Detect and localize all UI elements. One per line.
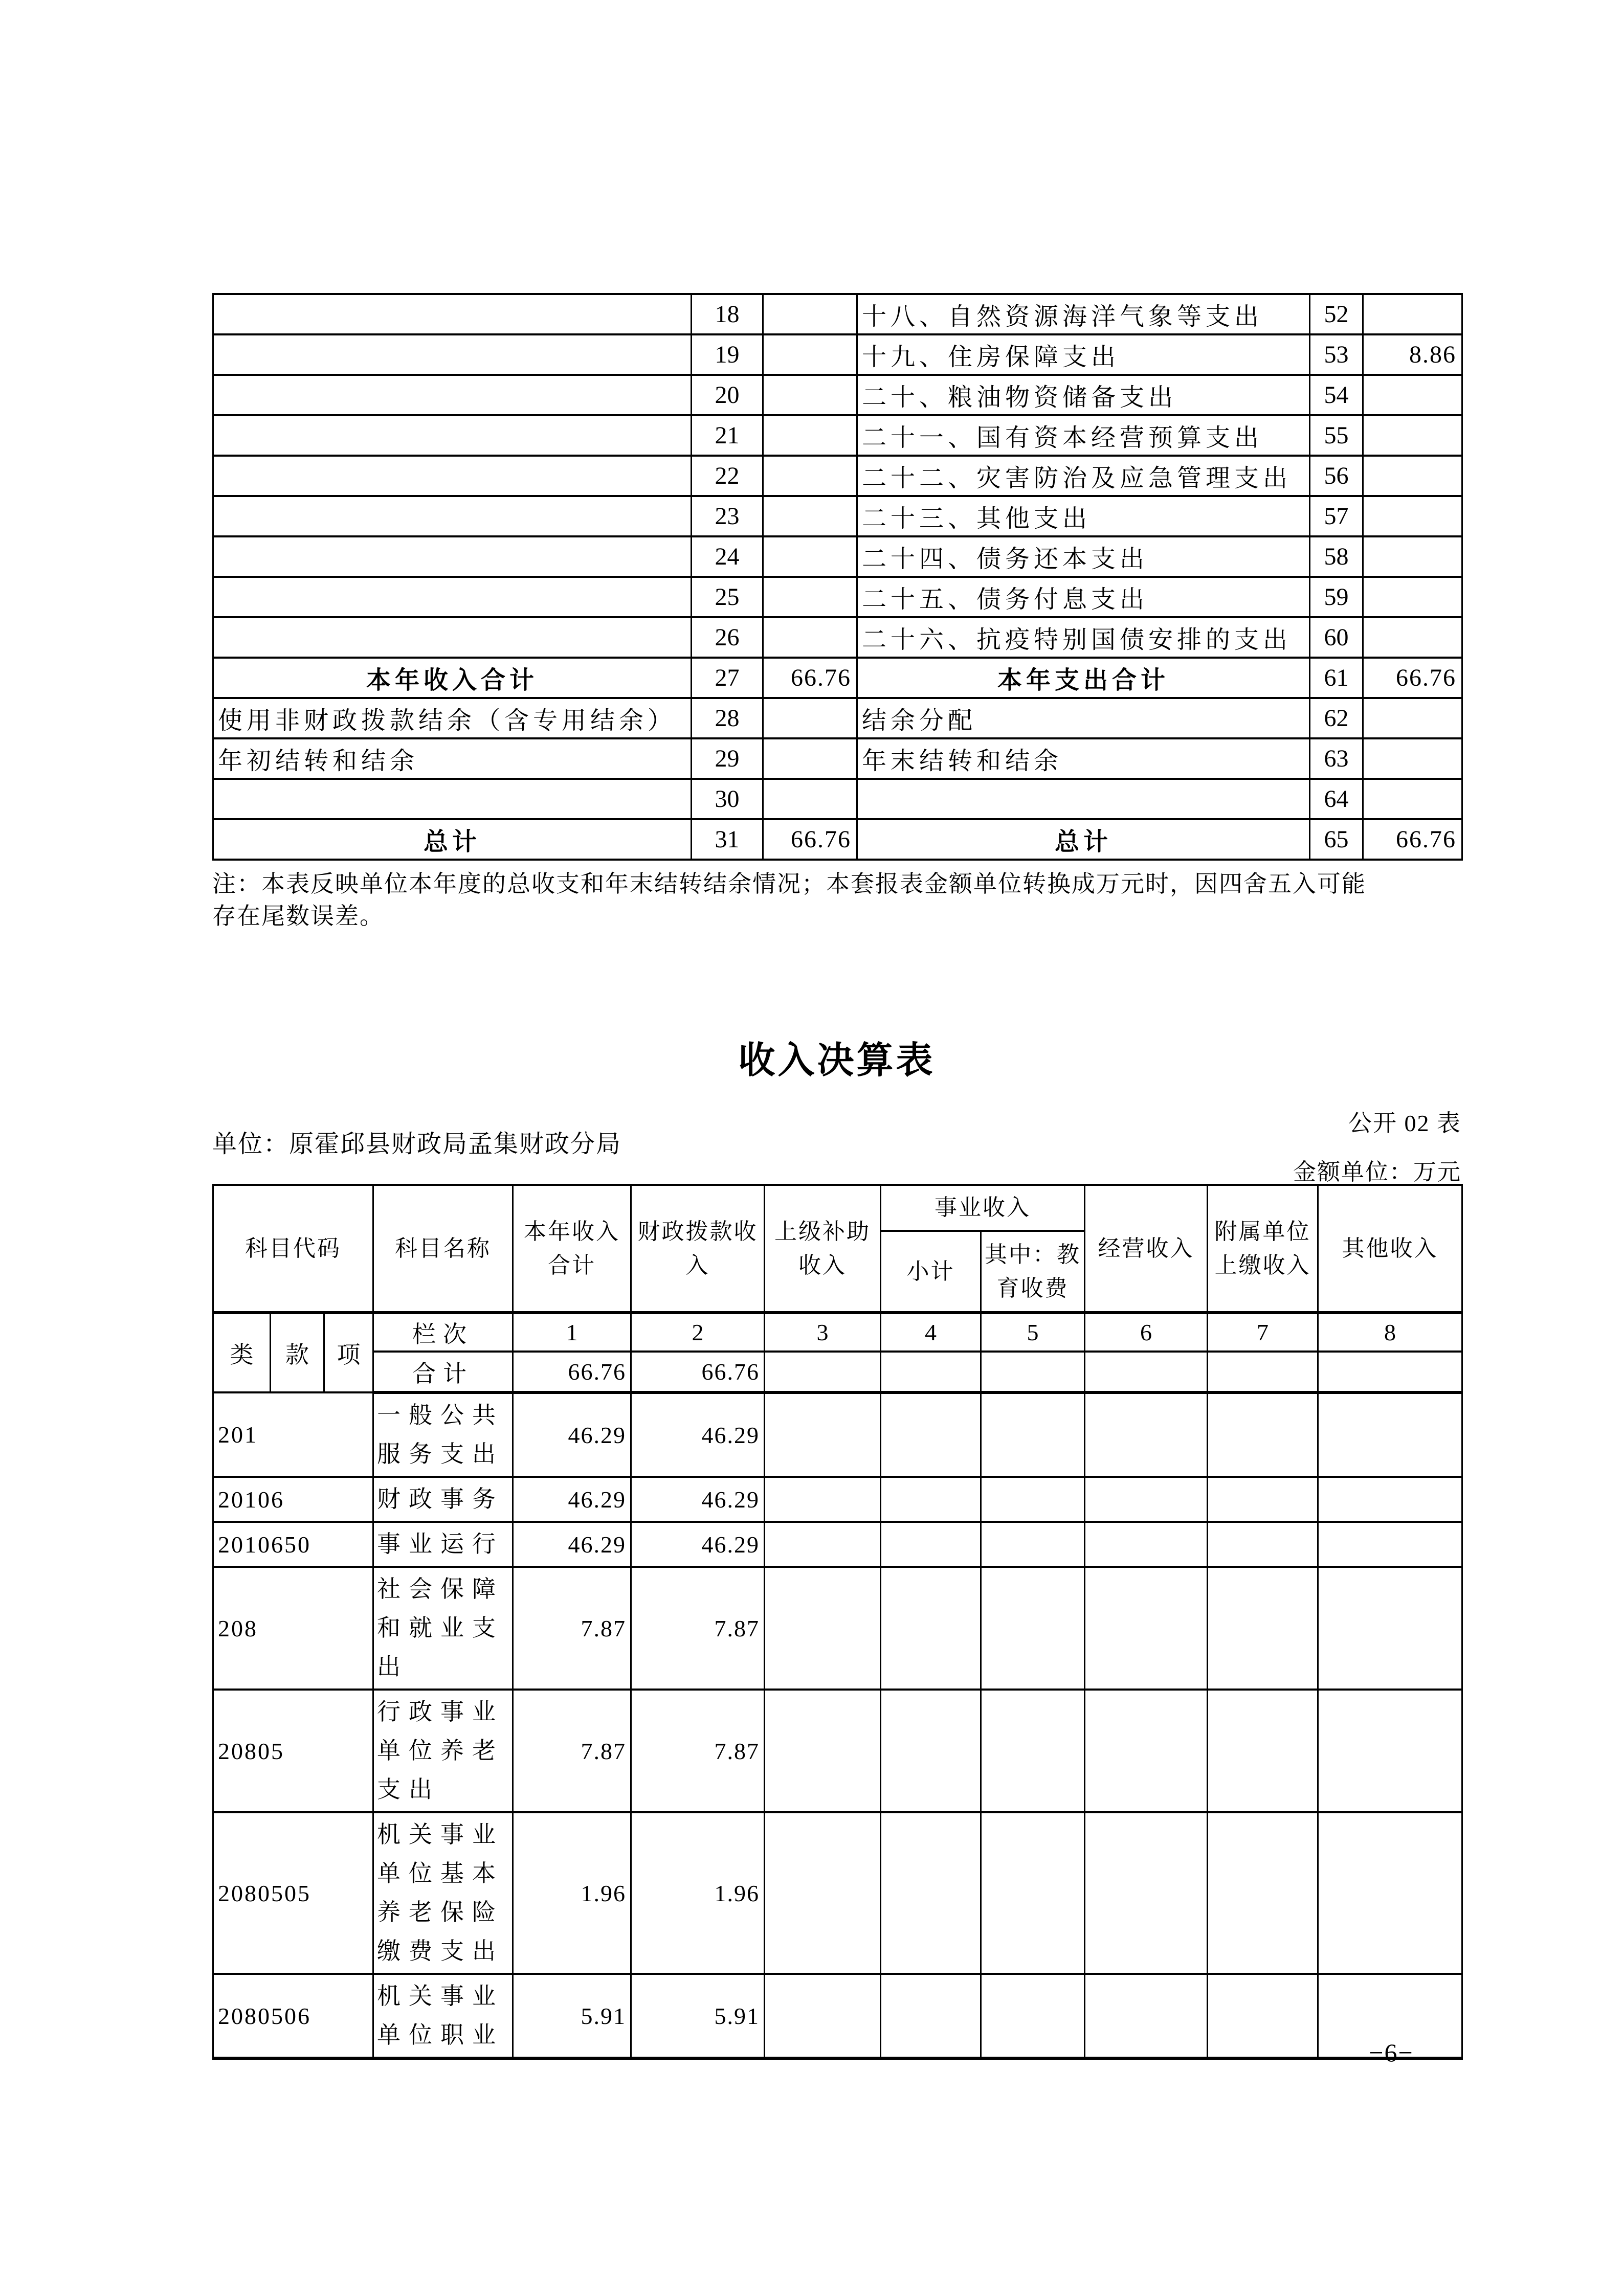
- income-amount: 66.76: [763, 658, 857, 698]
- col4-cell: [881, 1567, 981, 1690]
- column-index-row: [213, 1313, 1462, 1352]
- col5-cell: [981, 1690, 1085, 1812]
- summary-table-body: [213, 294, 1462, 860]
- income-amount: [763, 375, 857, 415]
- income-item-label: [213, 334, 692, 375]
- column-index-4: 4: [881, 1313, 981, 1352]
- expense-line-number: 65: [1310, 819, 1363, 860]
- income-line-number: 26: [692, 617, 763, 658]
- expense-line-number: 53: [1310, 334, 1363, 375]
- expense-item-label: 十八、自然资源海洋气象等支出: [857, 294, 1310, 334]
- expense-item-label: 二十、粮油物资储备支出: [857, 375, 1310, 415]
- form-code-label: 公开 02 表: [1348, 1110, 1461, 1136]
- total-col3: [765, 1352, 881, 1392]
- expense-line-number: 61: [1310, 658, 1363, 698]
- superior-subsidy-header: 上级补助收入: [765, 1185, 881, 1313]
- income-data-row: [213, 1690, 1462, 1812]
- col1-cell: 5.91: [513, 1974, 631, 2058]
- subject-code-cell: 208: [213, 1567, 373, 1690]
- summary-table-row: [213, 698, 1462, 738]
- income-amount: [763, 536, 857, 577]
- income-item-label: [213, 456, 692, 496]
- class-subheader: 类: [213, 1313, 271, 1392]
- income-data-row: [213, 1392, 1462, 1477]
- col4-cell: [881, 1392, 981, 1477]
- col2-cell: 7.87: [631, 1567, 765, 1690]
- summary-table-row: [213, 334, 1462, 375]
- col2-cell: 46.29: [631, 1392, 765, 1477]
- income-amount: [763, 779, 857, 819]
- summary-table-row: [213, 536, 1462, 577]
- col4-cell: [881, 1522, 981, 1567]
- subject-name-header: 科目名称: [373, 1185, 513, 1313]
- column-index-1: 1: [513, 1313, 631, 1352]
- total-col5: [981, 1352, 1085, 1392]
- income-table-body: [213, 1392, 1462, 2058]
- col6-cell: [1085, 1690, 1208, 1812]
- summary-table-row: [213, 496, 1462, 536]
- unit-label: 单位：原霍邱县财政局孟集财政分局: [212, 1131, 622, 1158]
- col2-cell: 7.87: [631, 1690, 765, 1812]
- col8-cell: [1318, 1392, 1462, 1477]
- expense-amount: [1363, 496, 1462, 536]
- col3-cell: [765, 1974, 881, 2058]
- table-note-line1: 注：本表反映单位本年度的总收支和年末结转结余情况；本套报表金额单位转换成万元时，因四舍五入可能: [212, 871, 1366, 897]
- income-item-label: 使用非财政拨款结余（含专用结余）: [213, 698, 692, 738]
- col3-cell: [765, 1812, 881, 1974]
- column-index-label: 栏次: [373, 1313, 513, 1352]
- column-index-7: 7: [1208, 1313, 1318, 1352]
- column-index-3: 3: [765, 1313, 881, 1352]
- col5-cell: [981, 1477, 1085, 1522]
- income-amount: [763, 496, 857, 536]
- income-total-row: [213, 1352, 1462, 1392]
- expense-amount: [1363, 375, 1462, 415]
- col1-cell: 7.87: [513, 1690, 631, 1812]
- col1-cell: 46.29: [513, 1477, 631, 1522]
- income-amount: [763, 415, 857, 456]
- total-col8: [1318, 1352, 1462, 1392]
- income-item-label: [213, 577, 692, 617]
- col2-cell: 46.29: [631, 1522, 765, 1567]
- income-amount: [763, 334, 857, 375]
- expense-amount: [1363, 294, 1462, 334]
- table-note-line2: 存在尾数误差。: [212, 903, 384, 929]
- expense-amount: 8.86: [1363, 334, 1462, 375]
- expense-line-number: 58: [1310, 536, 1363, 577]
- income-item-label: [213, 415, 692, 456]
- income-line-number: 19: [692, 334, 763, 375]
- col1-cell: 7.87: [513, 1567, 631, 1690]
- business-subtotal-header: 小计: [881, 1231, 981, 1313]
- income-line-number: 21: [692, 415, 763, 456]
- expense-line-number: 59: [1310, 577, 1363, 617]
- business-income-header: 事业收入: [881, 1185, 1085, 1231]
- expense-item-label: [857, 779, 1310, 819]
- income-data-row: [213, 1812, 1462, 1974]
- col8-cell: [1318, 1690, 1462, 1812]
- summary-table-row: [213, 658, 1462, 698]
- col5-cell: [981, 1522, 1085, 1567]
- subject-code-cell: 2080506: [213, 1974, 373, 2058]
- expense-item-label: 年末结转和结余: [857, 738, 1310, 779]
- column-index-8: 8: [1318, 1313, 1462, 1352]
- subject-name-cell: 社会保障和就业支出: [373, 1567, 513, 1690]
- summary-balance-table-grid: [212, 293, 1463, 861]
- col3-cell: [765, 1477, 881, 1522]
- subject-code-cell: 2080505: [213, 1812, 373, 1974]
- expense-amount: 66.76: [1363, 658, 1462, 698]
- col6-cell: [1085, 1812, 1208, 1974]
- income-table-header-row-1: [213, 1185, 1462, 1231]
- col5-cell: [981, 1392, 1085, 1477]
- col7-cell: [1208, 1812, 1318, 1974]
- expense-amount: [1363, 577, 1462, 617]
- col7-cell: [1208, 1392, 1318, 1477]
- subject-name-cell: 事业运行: [373, 1522, 513, 1567]
- income-data-row: [213, 1522, 1462, 1567]
- operating-income-header: 经营收入: [1085, 1185, 1208, 1313]
- subject-code-cell: 2010650: [213, 1522, 373, 1567]
- total-col2: 66.76: [631, 1352, 765, 1392]
- expense-line-number: 52: [1310, 294, 1363, 334]
- col7-cell: [1208, 1974, 1318, 2058]
- expense-amount: [1363, 536, 1462, 577]
- total-col1: 66.76: [513, 1352, 631, 1392]
- col6-cell: [1085, 1522, 1208, 1567]
- col8-cell: [1318, 1477, 1462, 1522]
- table-note: [212, 868, 1471, 932]
- expense-line-number: 54: [1310, 375, 1363, 415]
- summary-table-row: [213, 294, 1462, 334]
- income-line-number: 24: [692, 536, 763, 577]
- expense-amount: 66.76: [1363, 819, 1462, 860]
- col4-cell: [881, 1477, 981, 1522]
- income-line-number: 31: [692, 819, 763, 860]
- subject-code-header: 科目代码: [213, 1185, 373, 1313]
- total-col4: [881, 1352, 981, 1392]
- subject-name-cell: 一般公共服务支出: [373, 1392, 513, 1477]
- expense-line-number: 55: [1310, 415, 1363, 456]
- affiliated-unit-header: 附属单位上缴收入: [1208, 1185, 1318, 1313]
- expense-item-label: 十九、住房保障支出: [857, 334, 1310, 375]
- total-col6: [1085, 1352, 1208, 1392]
- subject-name-cell: 机关事业单位基本养老保险缴费支出: [373, 1812, 513, 1974]
- col2-cell: 1.96: [631, 1812, 765, 1974]
- income-amount: [763, 698, 857, 738]
- col5-cell: [981, 1812, 1085, 1974]
- expense-amount: [1363, 779, 1462, 819]
- subject-code-cell: 201: [213, 1392, 373, 1477]
- section-subheader: 款: [271, 1313, 324, 1392]
- fiscal-appropriation-header: 财政拨款收入: [631, 1185, 765, 1313]
- col4-cell: [881, 1974, 981, 2058]
- col3-cell: [765, 1567, 881, 1690]
- income-table: [212, 1184, 1463, 2060]
- income-amount: [763, 456, 857, 496]
- expense-item-label: 结余分配: [857, 698, 1310, 738]
- income-data-row: [213, 1477, 1462, 1522]
- col3-cell: [765, 1522, 881, 1567]
- expense-line-number: 57: [1310, 496, 1363, 536]
- col8-cell: [1318, 1567, 1462, 1690]
- col8-cell: [1318, 1812, 1462, 1974]
- business-education-header: 其中：教育收费: [981, 1231, 1085, 1313]
- summary-table-row: [213, 415, 1462, 456]
- summary-table-row: [213, 819, 1462, 860]
- income-line-number: 18: [692, 294, 763, 334]
- income-table-title: 收入决算表: [738, 1040, 936, 1081]
- income-item-label: [213, 294, 692, 334]
- income-table-grid: [212, 1184, 1463, 2060]
- income-amount: [763, 577, 857, 617]
- col2-cell: 46.29: [631, 1477, 765, 1522]
- page-number: −6−: [1369, 2038, 1414, 2067]
- income-item-label: 年初结转和结余: [213, 738, 692, 779]
- col7-cell: [1208, 1690, 1318, 1812]
- col1-cell: 1.96: [513, 1812, 631, 1974]
- col6-cell: [1085, 1477, 1208, 1522]
- income-amount: [763, 294, 857, 334]
- income-line-number: 30: [692, 779, 763, 819]
- col6-cell: [1085, 1974, 1208, 2058]
- income-line-number: 28: [692, 698, 763, 738]
- summary-balance-table: [212, 293, 1463, 861]
- expense-line-number: 63: [1310, 738, 1363, 779]
- summary-table-row: [213, 617, 1462, 658]
- col6-cell: [1085, 1392, 1208, 1477]
- expense-amount: [1363, 698, 1462, 738]
- column-index-5: 5: [981, 1313, 1085, 1352]
- item-subheader: 项: [324, 1313, 373, 1392]
- expense-item-label: 二十二、灾害防治及应急管理支出: [857, 456, 1310, 496]
- column-index-6: 6: [1085, 1313, 1208, 1352]
- income-amount: [763, 617, 857, 658]
- expense-item-label: 二十六、抗疫特别国债安排的支出: [857, 617, 1310, 658]
- col5-cell: [981, 1567, 1085, 1690]
- expense-item-label: 二十三、其他支出: [857, 496, 1310, 536]
- expense-item-label: 二十一、国有资本经营预算支出: [857, 415, 1310, 456]
- col7-cell: [1208, 1522, 1318, 1567]
- income-line-number: 27: [692, 658, 763, 698]
- total-row-label: 合计: [373, 1352, 513, 1392]
- col4-cell: [881, 1690, 981, 1812]
- subject-name-cell: 财政事务: [373, 1477, 513, 1522]
- expense-amount: [1363, 415, 1462, 456]
- income-amount: [763, 738, 857, 779]
- income-line-number: 20: [692, 375, 763, 415]
- income-data-row: [213, 1974, 1462, 2058]
- total-col7: [1208, 1352, 1318, 1392]
- income-item-label: [213, 779, 692, 819]
- income-item-label: [213, 496, 692, 536]
- summary-table-row: [213, 738, 1462, 779]
- expense-amount: [1363, 617, 1462, 658]
- summary-table-row: [213, 779, 1462, 819]
- col5-cell: [981, 1974, 1085, 2058]
- income-item-label: 总计: [213, 819, 692, 860]
- col2-cell: 5.91: [631, 1974, 765, 2058]
- col1-cell: 46.29: [513, 1522, 631, 1567]
- subject-name-cell: 行政事业单位养老支出: [373, 1690, 513, 1812]
- year-income-total-header: 本年收入合计: [513, 1185, 631, 1313]
- expense-line-number: 64: [1310, 779, 1363, 819]
- income-amount: 66.76: [763, 819, 857, 860]
- expense-line-number: 62: [1310, 698, 1363, 738]
- amount-unit-label: 金额单位：万元: [1293, 1159, 1461, 1185]
- subject-code-cell: 20805: [213, 1690, 373, 1812]
- col7-cell: [1208, 1567, 1318, 1690]
- expense-item-label: 二十四、债务还本支出: [857, 536, 1310, 577]
- col3-cell: [765, 1392, 881, 1477]
- expense-amount: [1363, 738, 1462, 779]
- expense-amount: [1363, 456, 1462, 496]
- col7-cell: [1208, 1477, 1318, 1522]
- expense-item-label: 二十五、债务付息支出: [857, 577, 1310, 617]
- expense-item-label: 总计: [857, 819, 1310, 860]
- income-item-label: [213, 375, 692, 415]
- expense-line-number: 56: [1310, 456, 1363, 496]
- summary-table-row: [213, 375, 1462, 415]
- col6-cell: [1085, 1567, 1208, 1690]
- income-line-number: 22: [692, 456, 763, 496]
- income-item-label: 本年收入合计: [213, 658, 692, 698]
- income-item-label: [213, 617, 692, 658]
- col1-cell: 46.29: [513, 1392, 631, 1477]
- other-income-header: 其他收入: [1318, 1185, 1462, 1313]
- subject-name-cell: 机关事业单位职业: [373, 1974, 513, 2058]
- expense-line-number: 60: [1310, 617, 1363, 658]
- col4-cell: [881, 1812, 981, 1974]
- income-item-label: [213, 536, 692, 577]
- income-data-row: [213, 1567, 1462, 1690]
- subject-code-cell: 20106: [213, 1477, 373, 1522]
- income-line-number: 23: [692, 496, 763, 536]
- income-line-number: 29: [692, 738, 763, 779]
- expense-item-label: 本年支出合计: [857, 658, 1310, 698]
- col8-cell: [1318, 1522, 1462, 1567]
- summary-table-row: [213, 456, 1462, 496]
- column-index-2: 2: [631, 1313, 765, 1352]
- income-line-number: 25: [692, 577, 763, 617]
- col3-cell: [765, 1690, 881, 1812]
- summary-table-row: [213, 577, 1462, 617]
